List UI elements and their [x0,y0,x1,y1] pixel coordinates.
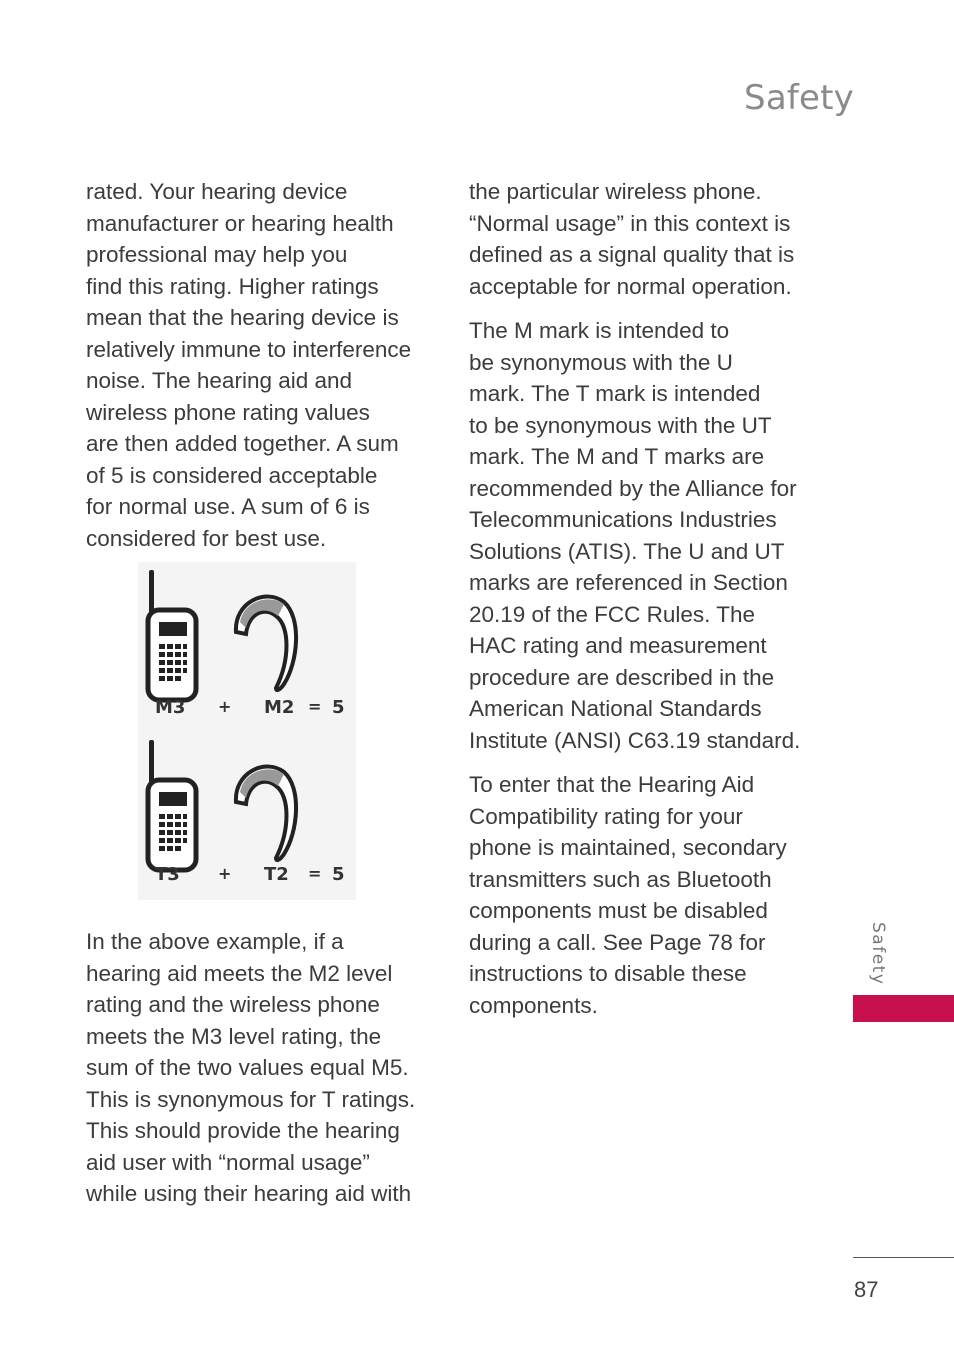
text-line: sum of the two values equal M5. [86,1055,409,1080]
aid-rating-label: T2 [264,864,289,885]
hac-rating-illustration [138,562,356,900]
text-line: mark. The T mark is intended [469,381,761,406]
text-line: components. [469,992,598,1018]
text-line: meets the M3 level rating, the [86,1023,382,1049]
text-line: To enter that the Hearing Aid [469,772,755,797]
right-column-text [469,176,829,1034]
side-tab-label: Safety [868,922,888,986]
footer-rule [853,1257,954,1258]
text-line: instructions to disable these [469,961,747,986]
text-line: mark. The M and T marks are [469,444,765,469]
text-line: procedure are described in the [469,664,775,690]
text-line: considered for best use. [86,525,327,551]
page-number: 87 [854,1277,879,1302]
hac-rating-figure [138,562,356,900]
paragraph [469,315,829,756]
text-line: The M mark is intended to [469,318,730,343]
text-line: for normal use. A sum of 6 is [86,494,370,519]
text-line: manufacturer or hearing health [86,210,394,236]
text-line: professional may help you [86,242,348,267]
equals-sign: = [308,864,322,883]
text-line: American National Standards [469,696,762,721]
text-line: during a call. See Page 78 for [469,929,766,955]
paragraph [469,769,829,1021]
text-line: rating and the wireless phone [86,992,380,1017]
text-line: find this rating. Higher ratings [86,273,379,299]
paragraph [469,176,829,302]
paragraph [86,176,436,554]
text-line: acceptable for normal operation. [469,273,792,299]
phone-rating-label: T3 [155,864,180,885]
text-line: while using their hearing aid with [86,1181,412,1206]
text-line: components must be disabled [469,898,768,923]
text-line: recommended by the Alliance for [469,475,797,501]
text-line: relatively immune to interference [86,336,412,362]
left-column-bottom-text [86,926,436,1223]
text-line: This is synonymous for T ratings. [86,1086,416,1112]
text-line: marks are referenced in Section [469,570,788,595]
sum-value: 5 [332,697,345,718]
phone-rating-label: M3 [155,697,186,718]
text-line: the particular wireless phone. [469,179,762,204]
text-line: Institute (ANSI) C63.19 standard. [469,727,801,753]
text-line: of 5 is considered acceptable [86,462,378,488]
text-line: noise. The hearing aid and [86,368,353,393]
text-line: rated. Your hearing device [86,179,348,204]
text-line: In the above example, if a [86,929,344,954]
text-line: transmitters such as Bluetooth [469,866,772,892]
text-line: hearing aid meets the M2 level [86,960,393,986]
text-line: This should provide the hearing [86,1118,400,1143]
text-line: defined as a signal quality that is [469,242,795,267]
left-column-top-text [86,176,436,567]
text-line: Solutions (ATIS). The U and UT [469,538,785,564]
text-line: mean that the hearing device is [86,305,399,330]
text-line: “Normal usage” in this context is [469,210,791,236]
text-line: Telecommunications Industries [469,507,777,532]
plus-sign: + [218,864,232,883]
section-title: Safety [744,78,854,118]
equals-sign: = [308,697,322,716]
text-line: Compatibility rating for your [469,803,743,829]
sum-value: 5 [332,864,345,885]
text-line: phone is maintained, secondary [469,835,787,860]
text-line: are then added together. A sum [86,431,399,456]
aid-rating-label: M2 [264,697,295,718]
text-line: be synonymous with the U [469,349,733,375]
side-tab-bar [853,995,954,1022]
text-line: to be synonymous with the UT [469,412,772,438]
plus-sign: + [218,697,232,716]
text-line: 20.19 of the FCC Rules. The [469,601,755,627]
text-line: wireless phone rating values [86,399,370,425]
text-line: aid user with “normal usage” [86,1149,370,1175]
text-line: HAC rating and measurement [469,633,767,658]
paragraph [86,926,436,1210]
